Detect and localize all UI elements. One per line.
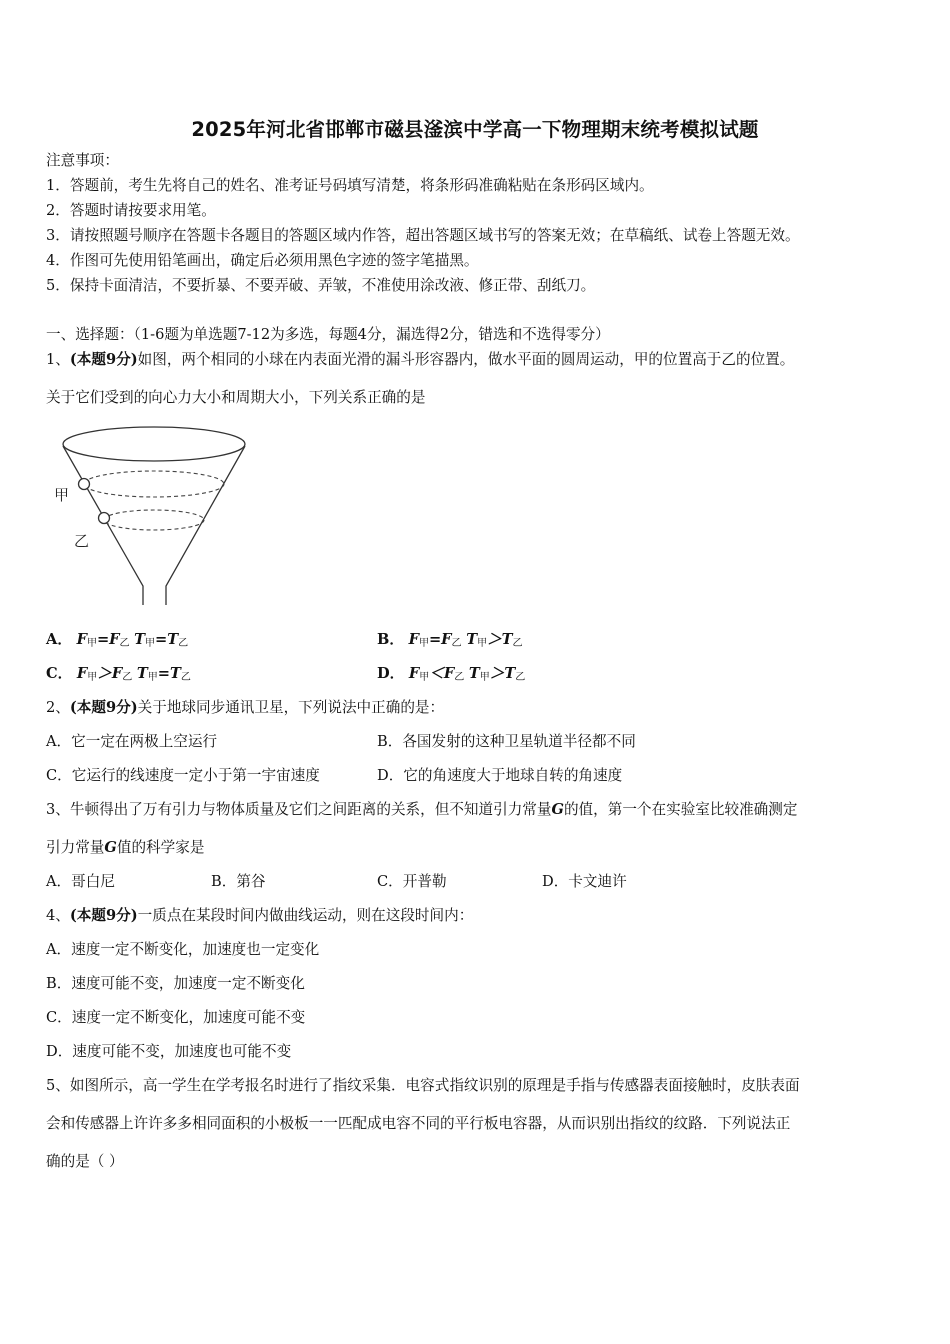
funnel-figure — [46, 418, 256, 613]
section-heading: 一、选择题：（1-6题为单选题7-12为多选，每题4分，漏选得2分，错选和不选得零分） — [46, 326, 610, 343]
question-4: 4、(本题9分)一质点在某段时间内做曲线运动，则在这段时间内： — [46, 907, 474, 924]
question-text: 如图，两个相同的小球在内表面光滑的漏斗形容器内，做水平面的圆周运动，甲的位置高于乙的位置。 — [137, 351, 795, 368]
option-b[interactable]: B． $F_甲=F_乙$ $T_甲>T_乙$ — [377, 631, 523, 649]
option-c[interactable]: C．它运行的线速度一定小于第一宇宙速度 — [46, 767, 320, 784]
option-d[interactable]: D．它的角速度大于地球自转的角速度 — [377, 767, 623, 784]
notice-item: 5．保持卡面清洁，不要折暴、不要弄破、弄皱，不准使用涂改液、修正带、刮纸刀。 — [46, 277, 596, 294]
label-upper: 甲 — [54, 486, 70, 504]
option-a[interactable]: A．速度一定不断变化，加速度也一定变化 — [46, 941, 320, 958]
option-c[interactable]: C． $F_甲>F_乙$ $T_甲=T_乙$ — [46, 665, 191, 683]
question-5-line-2: 会和传感器上许许多多相同面积的小极板一一匹配成电容不同的平行板电容器，从而识别出指纹的纹路．下列说法正 — [46, 1115, 791, 1132]
ball-upper — [79, 479, 90, 490]
option-a[interactable]: A． $F_甲=F_乙$ $T_甲=T_乙$ — [46, 631, 189, 649]
label-lower: 乙 — [74, 532, 90, 550]
notice-item: 3．请按照题号顺序在答题卡各题目的答题区域内作答，超出答题区域书写的答案无效；在草稿纸、试卷上答题无效。 — [46, 227, 800, 244]
option-c[interactable]: C．速度一定不断变化，加速度可能不变 — [46, 1009, 306, 1026]
option-a[interactable]: A．哥白尼 — [46, 873, 115, 890]
question-2: 2、(本题9分)关于地球同步通讯卫星，下列说法中正确的是： — [46, 699, 445, 716]
option-b[interactable]: B．速度可能不变，加速度一定不断变化 — [46, 975, 305, 992]
question-number: 1、 — [46, 351, 70, 368]
option-c[interactable]: C．开普勒 — [377, 873, 447, 890]
option-d[interactable]: D．速度可能不变，加速度也可能不变 — [46, 1043, 292, 1060]
option-a[interactable]: A．它一定在两极上空运行 — [46, 733, 218, 750]
notice-heading: 注意事项： — [46, 152, 119, 169]
question-3-line-2: 引力常量G值的科学家是 — [46, 839, 205, 856]
question-1-line-2: 关于它们受到的向心力大小和周期大小，下列关系正确的是 — [46, 389, 426, 406]
question-score: (本题9分) — [69, 351, 138, 368]
notice-item: 2．答题时请按要求用笔。 — [46, 202, 216, 219]
option-b[interactable]: B．各国发射的这种卫星轨道半径都不同 — [377, 733, 636, 750]
ball-lower — [99, 513, 110, 524]
question-3-line-1: 3、牛顿得出了万有引力与物体质量及它们之间距离的关系，但不知道引力常量G的值，第一个在实验室比较准确测定 — [46, 801, 798, 818]
option-b[interactable]: B．第谷 — [211, 873, 266, 890]
page-title: 2025年河北省邯郸市磁县滏滨中学高一下物理期末统考模拟试题 — [191, 118, 759, 141]
question-5-line-3: 确的是（ ） — [46, 1153, 124, 1170]
notice-item: 4．作图可先使用铅笔画出，确定后必须用黑色字迹的签字笔描黑。 — [46, 252, 479, 269]
question-1-line-1 — [46, 351, 794, 369]
question-5-line-1: 5、如图所示，高一学生在学考报名时进行了指纹采集．电容式指纹识别的原理是手指与传感器表面接触时，皮肤表面 — [46, 1077, 800, 1094]
option-d[interactable]: D． $F_甲<F_乙$ $T_甲>T_乙$ — [377, 665, 526, 683]
option-d[interactable]: D．卡文迪许 — [542, 873, 627, 890]
notice-item: 1．答题前，考生先将自己的姓名、准考证号码填写清楚，将条形码准确粘贴在条形码区域内。 — [46, 177, 654, 194]
